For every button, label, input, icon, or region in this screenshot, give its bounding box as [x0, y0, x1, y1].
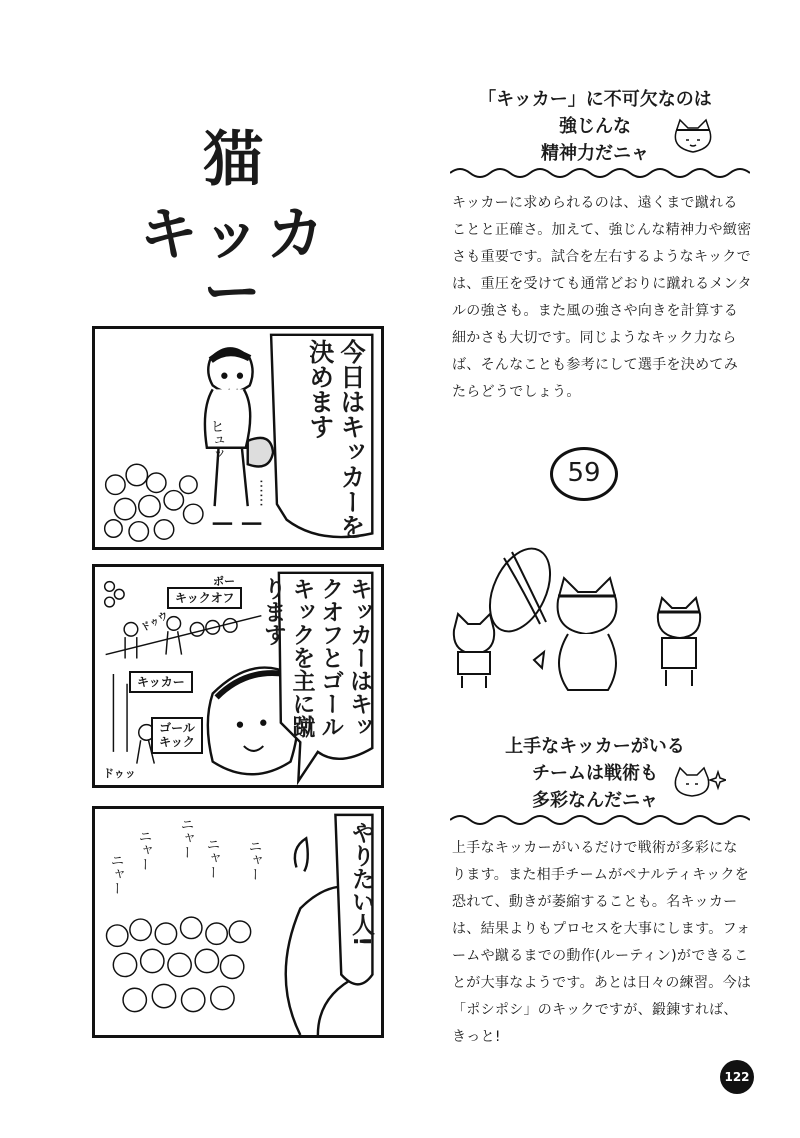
section2-wave-divider	[450, 812, 750, 828]
section1-body: キッカーに求められるのは、遠くまで蹴れることと正確さ。加えて、強じんな精神力や緻密さも重要です。試合を左右するようなキックでは、重圧を受けても通常どおりに蹴れるメンタルの強さも。また風の強さや向きを計算する細かさも大切です。同じようなキック力ならば、そんなことも参考にして選手を決めてみたらどうでしょう。	[452, 195, 752, 400]
panel3-cat-cry-5: ニャー	[246, 839, 263, 881]
item-number-badge: 59	[550, 447, 618, 501]
comic-panel-2	[92, 564, 384, 788]
panel3-cat-cry-3: ニャー	[204, 837, 221, 879]
panel2-sfx-dou: ドゥウ	[139, 610, 171, 635]
panel1-speech: 今日はキッカーを決めます	[305, 339, 366, 539]
panel1-sfx: ヒュッ	[208, 419, 225, 461]
panel3-cat-cry-4: ニャー	[108, 853, 125, 895]
page-title-line1: 猫	[203, 125, 267, 195]
cats-with-ball-illustration	[440, 530, 740, 705]
section2-heading-line3: 多彩なんだニャ	[532, 790, 658, 811]
comic-panel-1	[92, 326, 384, 550]
page-title-line2: キッカー	[139, 200, 331, 326]
panel3-cat-cry-1: ニャー	[136, 829, 153, 871]
section1-heading-line3: 精神力だニャ	[541, 143, 649, 164]
section2-body: 上手なキッカーがいるだけで戦術が多彩になります。また相手チームがペナルティキックを恐れて、動きが萎縮することも。名キッカーは、結果よりもプロセスを大事にします。フォームや蹴るまでの動作(ルーティン)ができることが大事なようです。あとは日々の練習。今は「ポシポシ」のキックですが、鍛錬すれば、きっと!	[452, 840, 752, 1045]
section1-heading-line2: 強じんな	[559, 116, 631, 137]
page-number: 122	[720, 1060, 754, 1094]
label-goalkick: ゴールキック	[151, 717, 203, 754]
cat-mascot-sparkle-icon	[670, 766, 726, 806]
section2-heading-line2: チームは戦術も	[532, 763, 658, 784]
section1-wave-divider	[450, 165, 750, 181]
section2-heading-line1: 上手なキッカーがいる	[505, 736, 685, 757]
panel2-speech: キッカーはキックオフとゴールキックを主に蹴ります	[259, 577, 372, 738]
comic-panel-3	[92, 806, 384, 1038]
panel2-sfx-dowu: ドゥッ	[103, 767, 136, 780]
section1-heading-line1: 「キッカー」に不可欠なのは	[478, 89, 712, 110]
panel3-cat-cry-2: ニャー	[178, 817, 195, 859]
panel1-dots: ……	[256, 479, 273, 507]
label-kickoff: キックオフ	[167, 587, 242, 609]
label-kicker: キッカー	[129, 671, 193, 693]
cat-mascot-icon	[668, 118, 718, 162]
panel2-sfx-po: ポー	[213, 575, 235, 588]
panel3-speech: やりたい人!	[348, 821, 374, 947]
